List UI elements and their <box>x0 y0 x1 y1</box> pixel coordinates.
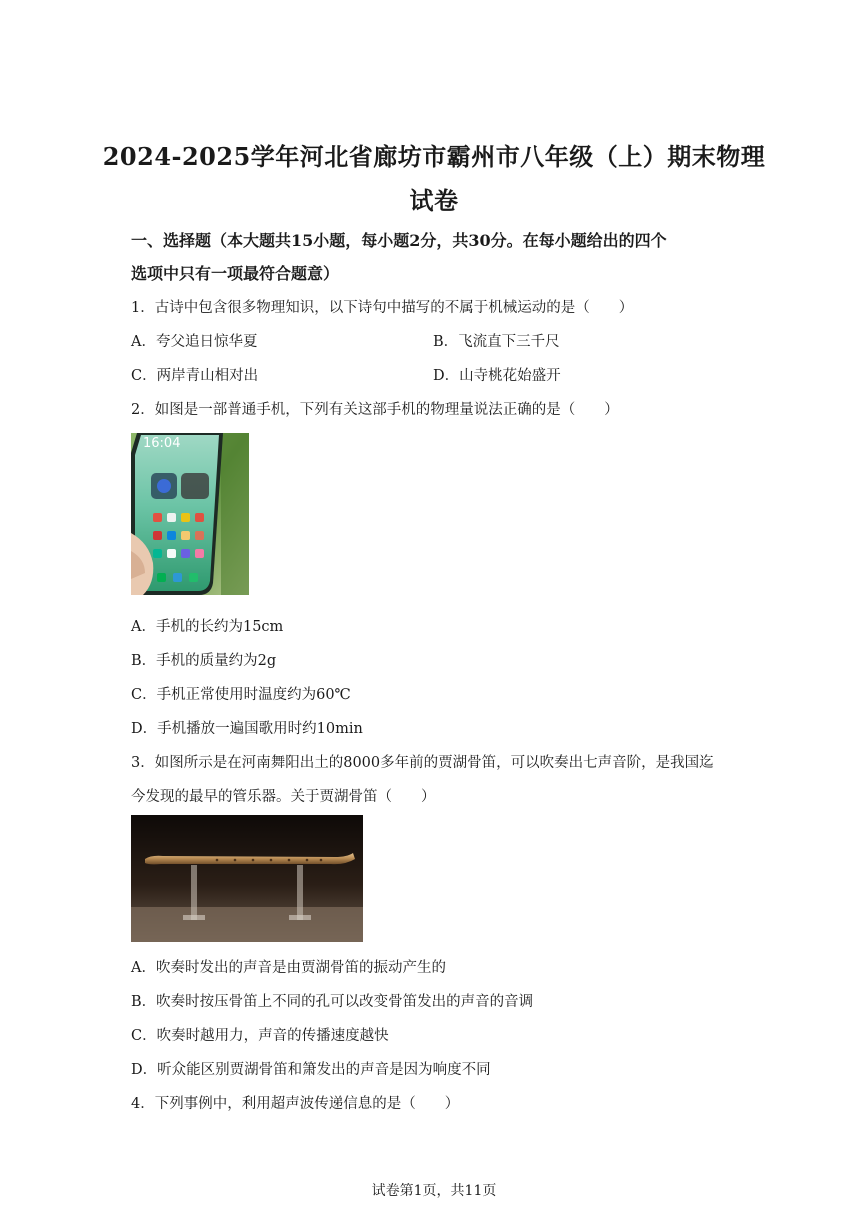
question-3-option-d: D．听众能区别贾湖骨笛和箫发出的声音是因为响度不同 <box>131 1062 491 1078</box>
bone-flute-photo <box>131 815 363 942</box>
question-2-option-d: D．手机播放一遍国歌用时约10min <box>131 721 363 737</box>
question-3-option-a: A．吹奏时发出的声音是由贾湖骨笛的振动产生的 <box>131 960 446 976</box>
question-2-stem: 2．如图是一部普通手机，下列有关这部手机的物理量说法正确的是（ ） <box>131 402 619 418</box>
document-title-continued: 试卷 <box>409 186 459 215</box>
question-2-option-b: B．手机的质量约为2g <box>131 653 277 669</box>
phone-photo <box>131 433 249 595</box>
question-3-stem-continued: 今发现的最早的管乐器。关于贾湖骨笛（ ） <box>131 789 436 805</box>
question-1-stem: 1．古诗中包含很多物理知识，以下诗句中描写的不属于机械运动的是（ ） <box>131 300 634 316</box>
question-3-option-b: B．吹奏时按压骨笛上不同的孔可以改变骨笛发出的声音的音调 <box>131 994 534 1010</box>
page-footer: 试卷第1页，共11页 <box>371 1183 497 1199</box>
question-2-option-a: A．手机的长约为15cm <box>131 619 284 635</box>
question-3-stem: 3．如图所示是在河南舞阳出土的8000多年前的贾湖骨笛，可以吹奏出七声音阶，是我国迄 <box>131 755 714 771</box>
section-heading: 一、选择题（本大题共15小题，每小题2分，共30分。在每小题给出的四个 <box>131 231 667 250</box>
question-3-option-c: C．吹奏时越用力，声音的传播速度越快 <box>131 1028 389 1044</box>
question-1-option-a: A．夸父追日惊华夏 <box>131 334 258 350</box>
question-1-option-d: D．山寺桃花始盛开 <box>433 368 561 384</box>
question-1-option-b: B．飞流直下三千尺 <box>433 334 560 350</box>
section-heading-continued: 选项中只有一项最符合题意） <box>131 264 340 283</box>
question-4-stem: 4．下列事例中，利用超声波传递信息的是（ ） <box>131 1096 460 1112</box>
document-title: 2024-2025学年河北省廊坊市霸州市八年级（上）期末物理 <box>102 142 766 171</box>
question-1-option-c: C．两岸青山相对出 <box>131 368 259 384</box>
phone-clock-text: 16:04 <box>143 436 181 451</box>
question-2-option-c: C．手机正常使用时温度约为60℃ <box>131 687 351 703</box>
